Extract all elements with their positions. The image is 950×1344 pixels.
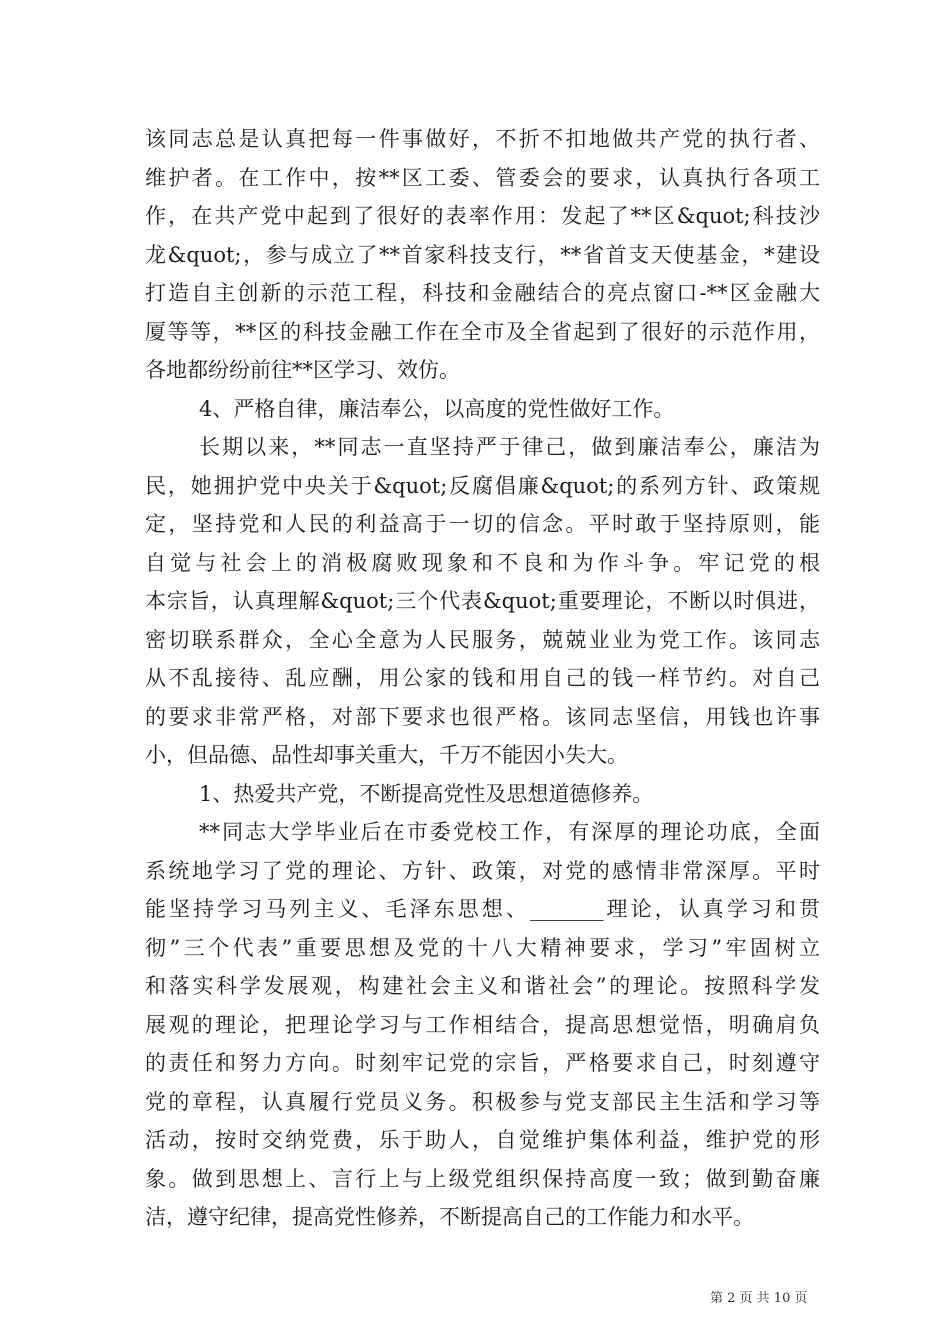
text-line: 小，但品德、品性却事关重大，千万不能因小失大。 (145, 743, 628, 767)
section-heading: 1、热爱共产党，不断提高党性及思想道德修养。 (199, 781, 654, 806)
text-line: 党的章程，认真履行党员义务。积极参与党支部民主生活和学习等 (145, 1089, 820, 1114)
text-line: 洁，遵守纪律，提高党性修养，不断提高自己的工作能力和水平。 (145, 1205, 754, 1229)
text-line: 长期以来，**同志一直坚持严于律己，做到廉洁奉公，廉洁为 (199, 435, 820, 459)
text-line: 能坚持学习马列主义、毛泽东思想、_______理论，认真学习和贯 (145, 897, 820, 921)
text-line: 定，坚持党和人民的利益高于一切的信念。平时敢于坚持原则，能 (145, 512, 820, 536)
text-line: 作，在共产党中起到了很好的表率作用：发起了**区&quot;科技沙 (145, 204, 820, 228)
text-line: 本宗旨，认真理解&quot;三个代表&quot;重要理论，不断以时俱进， (145, 589, 820, 613)
text-line: 龙&quot;，参与成立了**首家科技支行，**省首支天使基金，*建设 (145, 242, 820, 267)
text-line: 的要求非常严格，对部下要求也很严格。该同志坚信，用钱也许事 (145, 704, 820, 729)
page-number-footer: 第 2 页 共 10 页 (710, 1291, 808, 1306)
text-line: 活动，按时交纳党费，乐于助人，自觉维护集体利益，维护党的形 (145, 1128, 820, 1152)
text-line: 密切联系群众，全心全意为人民服务，兢兢业业为党工作。该同志 (145, 627, 820, 652)
text-line: 民，她拥护党中央关于&quot;反腐倡廉&quot;的系列方针、政策规 (145, 473, 820, 498)
text-line: 展观的理论，把理论学习与工作相结合，提高思想觉悟，明确肩负 (145, 1012, 820, 1037)
text-line: 系统地学习了党的理论、方针、政策，对党的感情非常深厚。平时 (145, 858, 820, 883)
text-line: 自觉与社会上的消极腐败现象和不良和为作斗争。牢记党的根 (145, 550, 820, 575)
text-line: 维护者。在工作中，按**区工委、管委会的要求，认真执行各项工 (145, 165, 820, 190)
text-line: 从不乱接待、乱应酬，用公家的钱和用自己的钱一样节约。对自己 (145, 666, 820, 690)
text-line: 打造自主创新的示范工程，科技和金融结合的亮点窗口-**区金融大 (145, 281, 820, 305)
text-line: **同志大学毕业后在市委党校工作，有深厚的理论功底，全面 (199, 820, 820, 844)
body-text (145, 120, 820, 1237)
section-heading: 4、严格自律，廉洁奉公，以高度的党性做好工作。 (199, 396, 675, 421)
text-line: 该同志总是认真把每一件事做好，不折不扣地做共产党的执行者、 (145, 127, 820, 151)
text-line: 厦等等，**区的科技金融工作在全市及全省起到了很好的示范作用， (145, 319, 820, 344)
text-line: 和落实科学发展观，构建社会主义和谐社会”的理论。按照科学发 (145, 974, 820, 998)
text-line: 彻”三个代表”重要思想及党的十八大精神要求，学习”牢固树立 (145, 935, 820, 960)
text-line: 各地都纷纷前往**区学习、效仿。 (145, 358, 460, 382)
text-line: 象。做到思想上、言行上与上级党组织保持高度一致；做到勤奋廉 (145, 1166, 820, 1191)
text-line: 的责任和努力方向。时刻牢记党的宗旨，严格要求自己，时刻遵守 (145, 1051, 820, 1075)
